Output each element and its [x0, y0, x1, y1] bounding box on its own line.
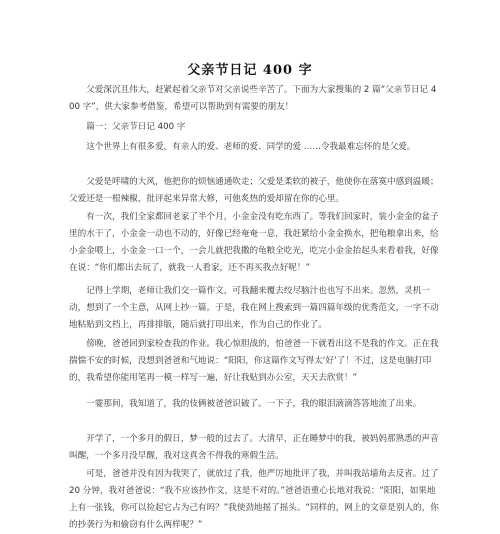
paragraph-5: 傍晚，爸爸回到家检查我的作业。我心惊胆战的，怕爸爸一下就看出这不是我的作文。正在我揣惴不安的时候，没想到爸爸和气地说：“阳阳，你这篇作文写得太‘好’了！不过，这是电脑打印的，我希望你能用笔再一模一样写一遍，好让我贴到办公室，天天去欣赏！”	[69, 339, 439, 383]
intro-paragraph: 父爱深沉且伟大，赶紧起着父亲节对父亲说些辛苦了。下面为大家搜集的 2 篇“父亲节日记 400 字”，供大家参考借鉴，希望可以帮助到有需要的朋友！	[69, 85, 437, 112]
paragraph-8: 可是，爸爸并没有因为我哭了，就放过了我，他严厉地批评了我，并叫我站墙角去反省。过了 20 分钟，我对爸爸说：“我不应该抄作文，这是不对的。”爸爸语重心长地对我说：“阳阳，如果地上有一张钱，你可以捡起它占为己有吗？”我使劲地摇了摇头。“同样的，网上的文章是别人的，你的抄袭行为和偷窃有什么两样呢？”	[69, 469, 439, 530]
paragraph-3: 有一次，我们全家都回老家了半个月，小金金没有吃东西了。等我们回家时，装小金金的盆子里的水干了，小金金一动也不动的，好像已经奄奄一息，我赶紧给小金金换水，把龟粮拿出来，给小金金喂上，小金金一口一个，一会儿就把我撒的龟粮全吃光，吃完小金金抬起头来看着我，好像在说：“你们都出去玩了，就我一人看家，还不再买我点好呢！”	[69, 212, 439, 273]
paragraph-2: 父爱是呼啸的大风，他把你的烦恼通通吹走；父爱是柔软的被子，他使你在落寞中感到温暖；父爱还是一根辣椒，批评起来异常大修，可他炙热的爱却留在你的心里。	[69, 177, 439, 204]
section-heading: 篇一：父亲节日记 400 字	[86, 122, 186, 132]
paragraph-4: 记得上学期，老师让我们交一篇作文，可我翻来覆去绞尽脑汁也也写不出来。忽然，灵机一动，想到了一个主意，从网上抄一篇。于是，我在网上搜索到一篇四篇年级的优秀范文，一字不动地粘贴到文档上，再排排版，随后就打印出来，作为自己的作业了。	[69, 286, 439, 330]
document-title: 父亲节日记 400 字	[187, 63, 313, 78]
paragraph-7: 开学了，一个多月的假日，梦一般的过去了。大清早，正在睡梦中的我，被妈妈那熟悉的声音叫醒，一个多月没早醒，我对这真舍不得我的寒假生活。	[69, 434, 439, 461]
paragraph-6: 一霎那间，我知道了，我的伎俩被爸爸识破了。一下子，我的眼泪滴滴答答地流了出来。	[86, 399, 422, 409]
paragraph-1: 这个世界上有很多爱，有亲人的爱、老师的爱、同学的爱 ……令我最难忘怀的是父爱。	[86, 142, 416, 152]
